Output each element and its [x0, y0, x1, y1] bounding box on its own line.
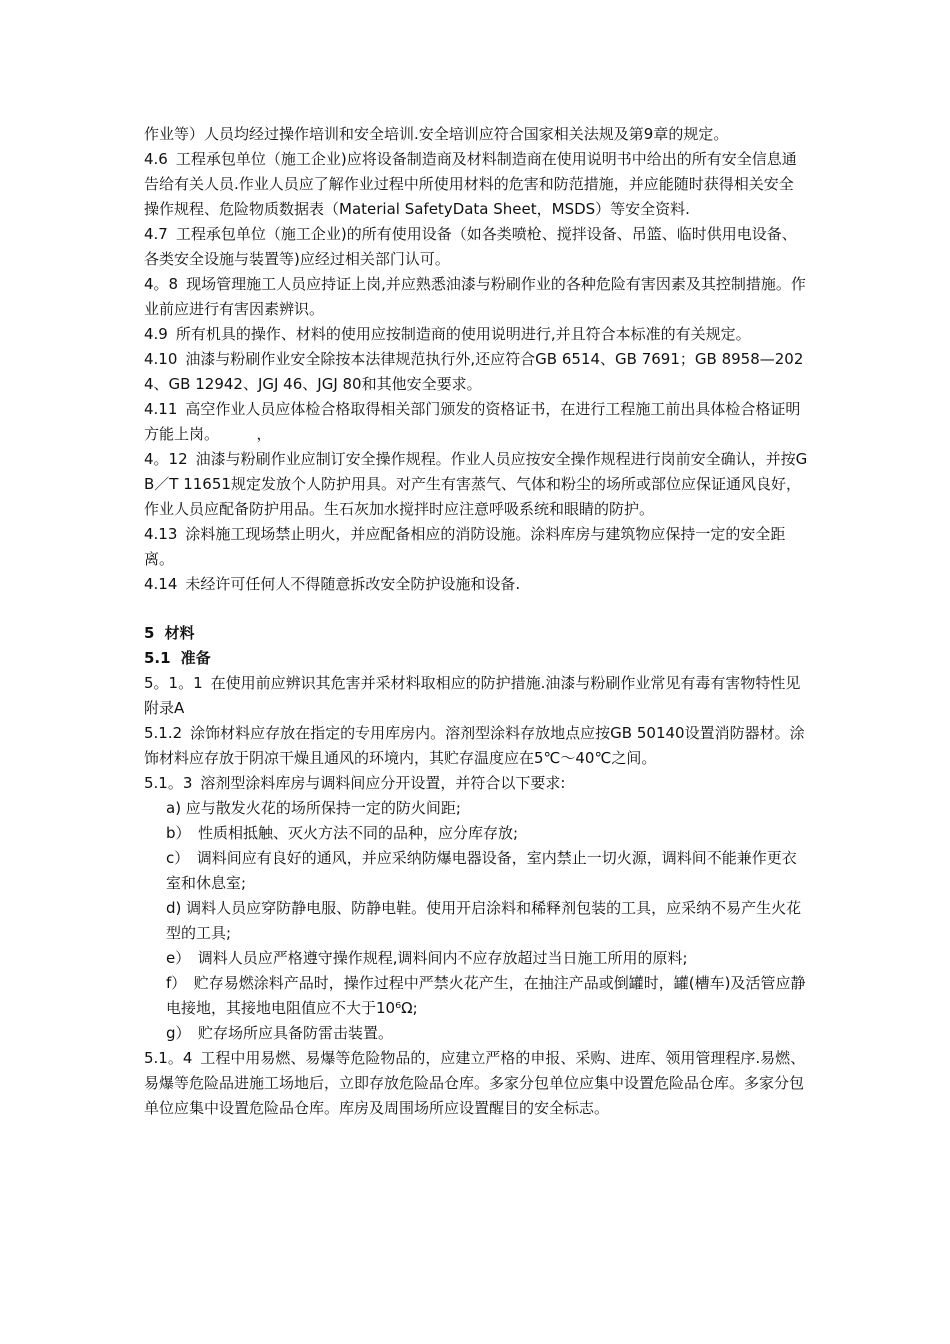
- list-item-g: g） 贮存场所应具备防雷击装置。: [166, 1024, 394, 1042]
- section-spacer: [144, 597, 808, 621]
- clause-number: 5.1.2: [144, 724, 183, 742]
- clause-text: 在使用前应辨识其危害并采材料取相应的防护措施.油漆与粉刷作业常见有毒有害物特性见附录A: [144, 674, 801, 717]
- clause-number: 4.7: [144, 225, 168, 243]
- clause-4-12: [144, 447, 808, 522]
- list-item-a: a) 应与散发火花的场所保持一定的防火间距;: [166, 799, 461, 817]
- paragraph-intro: 作业等）人员均经过操作培训和安全培训.安全培训应符合国家相关法规及第9章的规定。: [144, 125, 729, 143]
- clause-text: 油漆与粉刷作业安全除按本法律规范执行外,还应符合GB 6514、GB 7691；GB 8958—2024、GB 12942、JGJ 46、JGJ 80和其他安全要求。: [144, 350, 804, 393]
- section-heading-5-1: [144, 646, 808, 671]
- clause-4-6: [144, 147, 808, 222]
- clause-4-10: [144, 347, 808, 397]
- clause-number: 4.10: [144, 350, 178, 368]
- list-item-b: b） 性质相抵触、灭火方法不同的品种，应分库存放;: [166, 824, 519, 842]
- document-page: [144, 122, 808, 1121]
- clause-text: 工程承包单位（施工企业)的所有使用设备（如各类喷枪、搅拌设备、吊篮、临时供用电设备、各类安全设施与装置等)应经过相关部门认可。: [144, 225, 797, 268]
- clause-text: 工程中用易燃、易爆等危险物品的，应建立严格的申报、采购、进库、领用管理程序.易燃、易爆等危险品进施工场地后，立即存放危险品仓库。多家分包单位应集中设置危险品仓库。多家分包单位应集中设置危险品仓库。库房及周围场所应设置醒目的安全标志。: [144, 1049, 806, 1117]
- list-item-c: c） 调料间应有良好的通风，并应采纳防爆电器设备，室内禁止一切火源，调料间不能兼作更衣室和休息室;: [166, 849, 797, 892]
- clause-text: 现场管理施工人员应持证上岗,并应熟悉油漆与粉刷作业的各种危险有害因素及其控制措施。作业前应进行有害因素辨识。: [144, 275, 806, 318]
- clause-4-8: [144, 272, 808, 322]
- heading-text: 材料: [164, 624, 195, 642]
- clause-number: 4.11: [144, 400, 178, 418]
- list-item-d: d) 调料人员应穿防静电服、防静电鞋。使用开启涂料和稀释剂包装的工具，应采纳不易产生火花型的工具;: [166, 899, 802, 942]
- list-item-e: e） 调料人员应严格遵守操作规程,调料间内不应存放超过当日施工所用的原料;: [166, 949, 688, 967]
- clause-5-1-3: [144, 771, 808, 796]
- heading-text: 准备: [180, 649, 211, 667]
- heading-number: 5: [144, 624, 155, 642]
- section-heading-5: [144, 621, 808, 646]
- clause-number: 5.1。3: [144, 774, 193, 792]
- clause-number: 4.6: [144, 150, 168, 168]
- clause-number: 4.13: [144, 525, 178, 543]
- clause-4-9: [144, 322, 808, 347]
- clause-text: 所有机具的操作、材料的使用应按制造商的使用说明进行,并且符合本标准的有关规定。: [175, 325, 751, 343]
- clause-text: 溶剂型涂料库房与调料间应分开设置，并符合以下要求:: [200, 774, 566, 792]
- clause-text: 涂料施工现场禁止明火，并应配备相应的消防设施。涂料库房与建筑物应保持一定的安全距离。: [144, 525, 786, 568]
- clause-5-1-4: [144, 1046, 808, 1121]
- clause-number: 5。1。1: [144, 674, 203, 692]
- clause-text: 高空作业人员应体检合格取得相关部门颁发的资格证书，在进行工程施工前出具体检合格证明方能上岗。 ，: [144, 400, 801, 443]
- clause-4-7: [144, 222, 808, 272]
- clause-4-14: [144, 572, 808, 597]
- clause-number: 5.1。4: [144, 1049, 193, 1067]
- clause-number: 4。8: [144, 275, 179, 293]
- clause-text: 涂饰材料应存放在指定的专用库房内。溶剂型涂料存放地点应按GB 50140设置消防器材。涂饰材料应存放于阴凉干燥且通风的环境内，其贮存温度应在5℃～40℃之间。: [144, 724, 805, 767]
- heading-number: 5.1: [144, 649, 171, 667]
- list-item-f: f） 贮存易燃涂料产品时，操作过程中严禁火花产生，在抽注产品或倒罐时，罐(槽车)及活管应静电接地，其接地电阻值应不大于10⁶Ω;: [166, 974, 806, 1017]
- clause-text: 工程承包单位（施工企业)应将设备制造商及材料制造商在使用说明书中给出的所有安全信息通告给有关人员.作业人员应了解作业过程中所使用材料的危害和防范措施，并应能随时获得相关安全操作规程、危险物质数据表（Material SafetyData Sheet，MSDS）等安全资料.: [144, 150, 797, 218]
- clause-number: 4.14: [144, 575, 178, 593]
- clause-text: 未经许可任何人不得随意拆改安全防护设施和设备.: [185, 575, 521, 593]
- clause-number: 4.9: [144, 325, 168, 343]
- clause-5-1-2: [144, 721, 808, 771]
- clause-number: 4。12: [144, 450, 188, 468]
- clause-5-1-1: [144, 671, 808, 721]
- clause-text: 油漆与粉刷作业应制订安全操作规程。作业人员应按安全操作规程进行岗前安全确认，并按GB／T 11651规定发放个人防护用具。对产生有害蒸气、气体和粉尘的场所或部位应保证通风良好，作业人员应配备防护用品。生石灰加水搅拌时应注意呼吸系统和眼睛的防护。: [144, 450, 808, 518]
- clause-4-13: [144, 522, 808, 572]
- clause-4-11: [144, 397, 808, 447]
